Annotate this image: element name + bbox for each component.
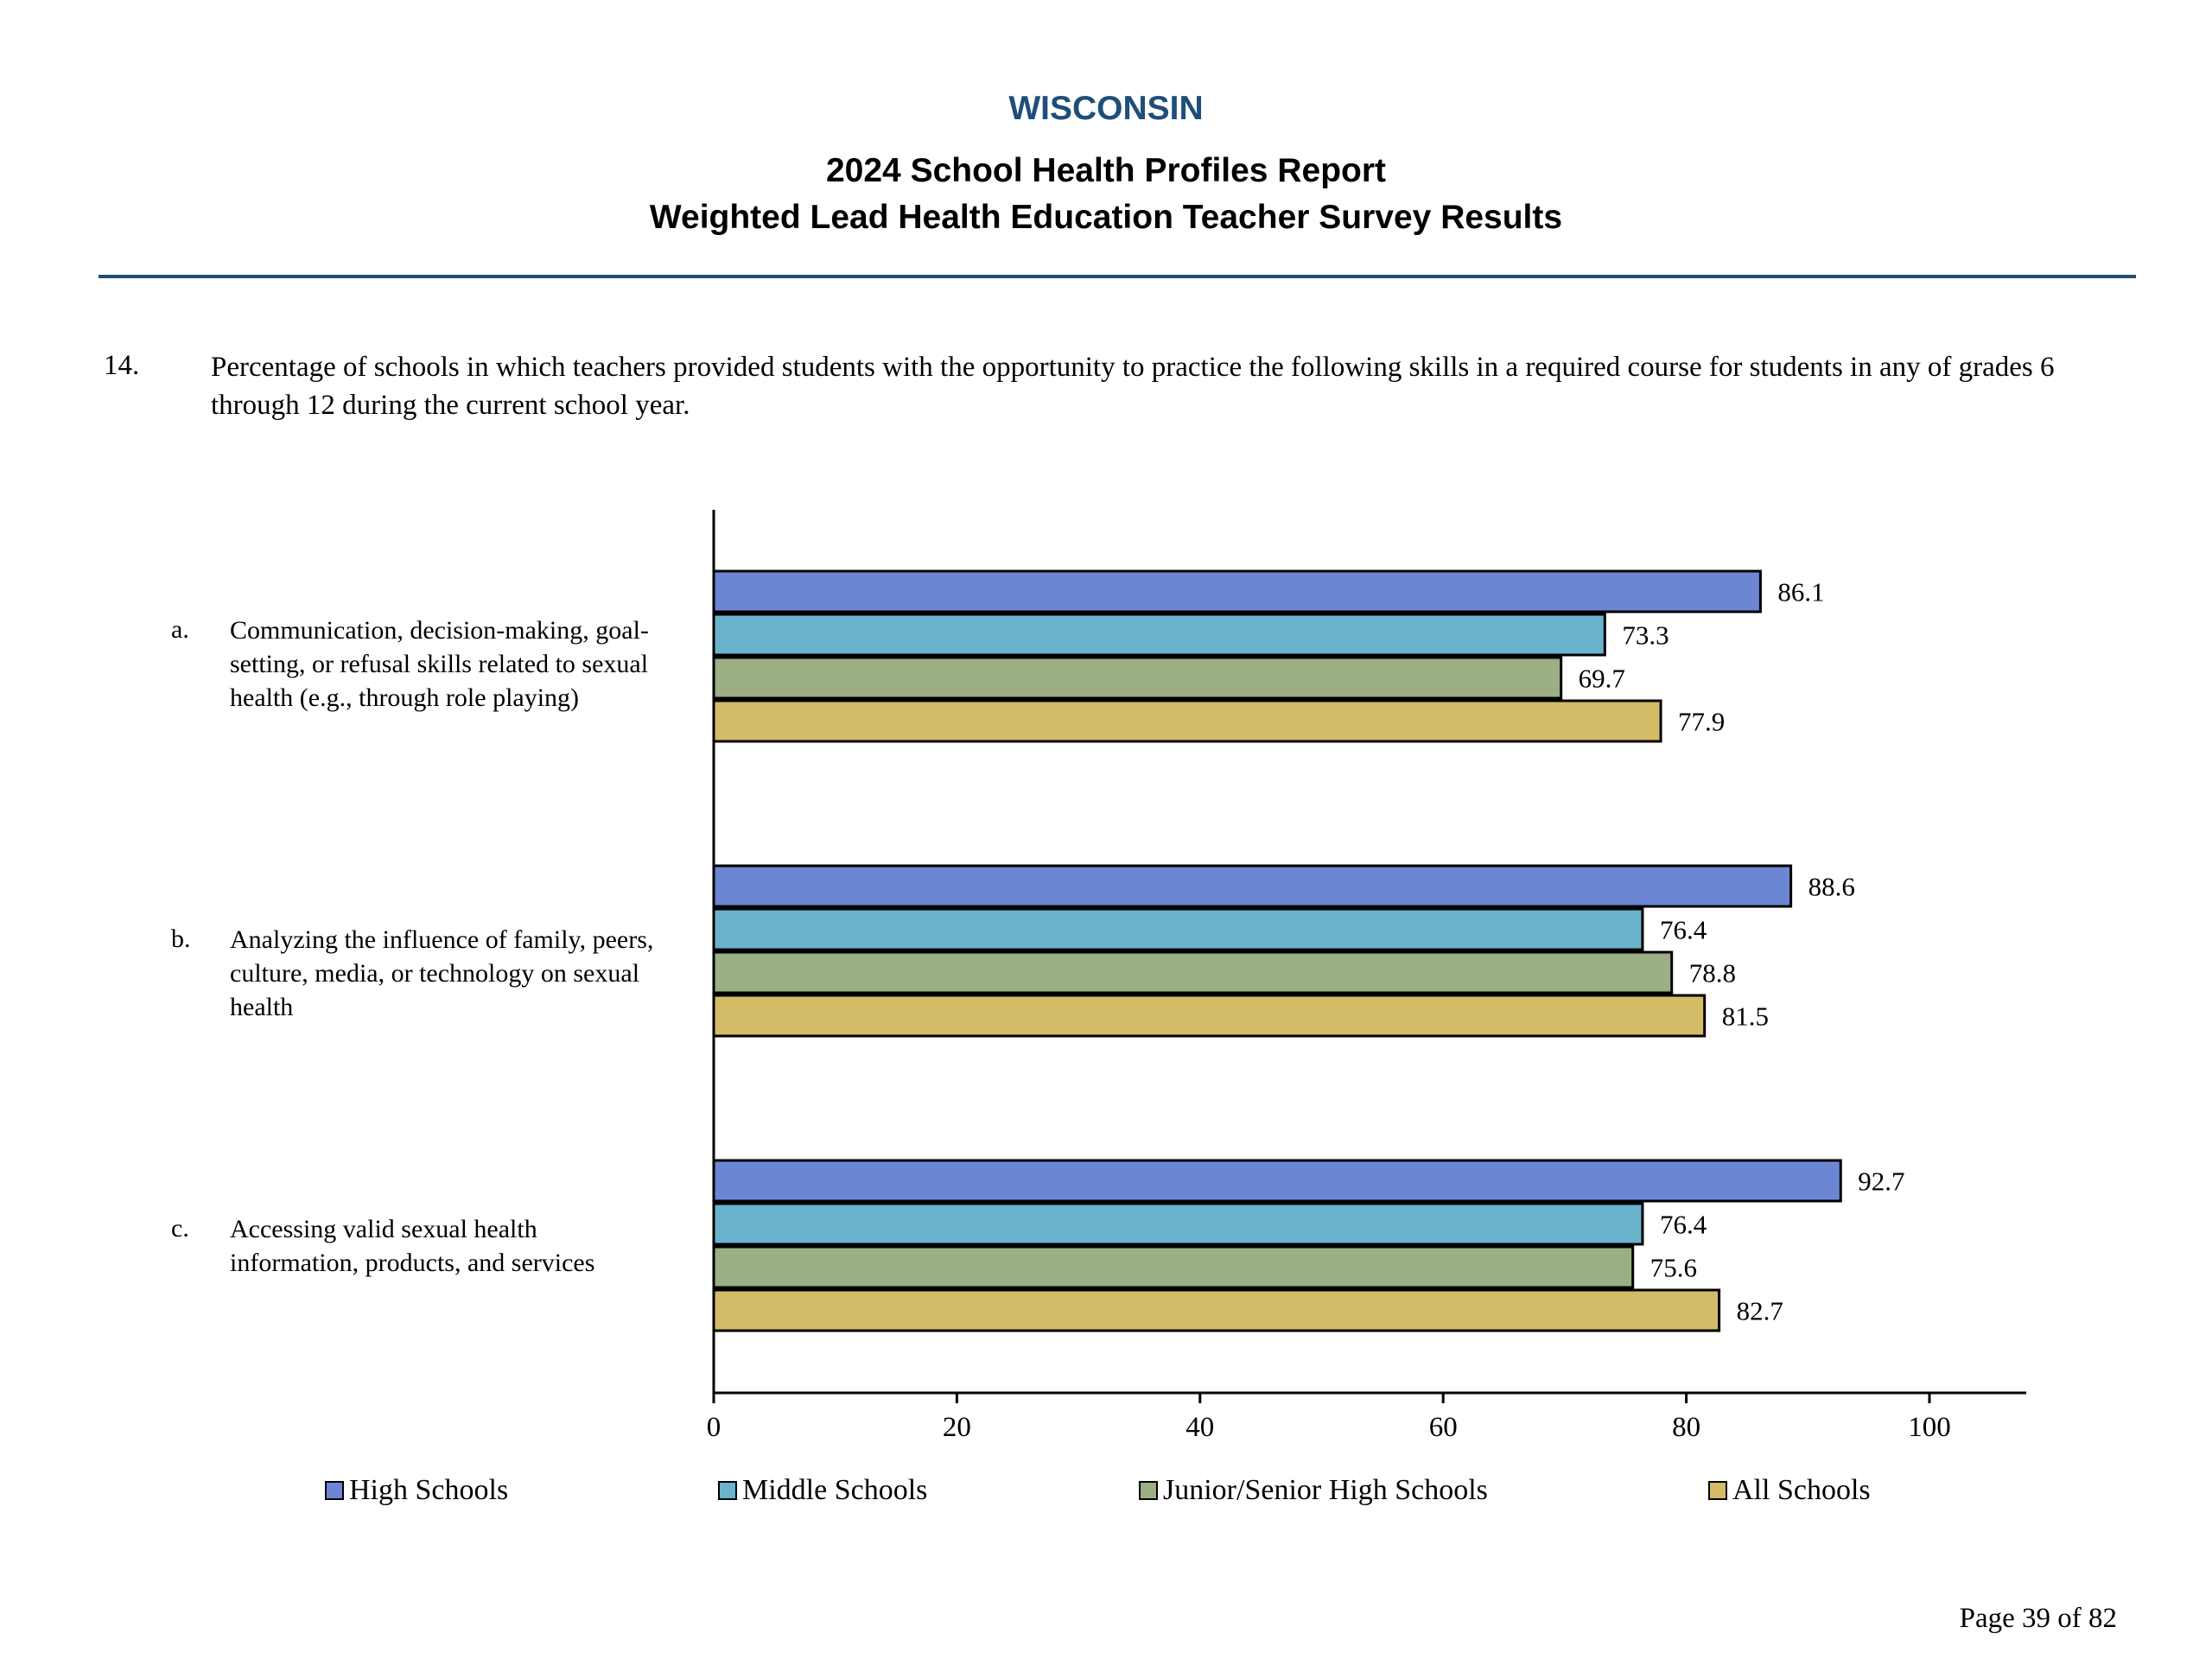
legend-swatch	[325, 1481, 344, 1500]
legend-label: Middle Schools	[742, 1474, 928, 1506]
legend-label: High Schools	[349, 1474, 509, 1506]
legend-swatch	[718, 1481, 737, 1500]
bar-b-3	[714, 995, 1705, 1036]
category-label-line: health (e.g., through role playing)	[230, 683, 580, 712]
bar-c-0	[714, 1160, 1840, 1201]
legend-all-schools	[1708, 1474, 1871, 1507]
legend-junior-senior	[1139, 1474, 1488, 1507]
x-tick-label: 80	[1672, 1412, 1701, 1443]
x-tick-label: 40	[1185, 1412, 1215, 1443]
question-number: 14.	[104, 350, 140, 381]
bar-c-3	[714, 1290, 1719, 1331]
bar-a-3	[714, 701, 1661, 741]
legend-swatch	[1139, 1481, 1158, 1500]
report-subtitle: Weighted Lead Health Education Teacher Survey Results	[649, 199, 1563, 236]
data-label: 86.1	[1777, 576, 1825, 607]
bar-a-2	[714, 658, 1561, 698]
state-name: WISCONSIN	[1008, 90, 1204, 127]
page-number: Page 39 of 82	[1959, 1603, 2117, 1634]
x-tick-label: 60	[1428, 1412, 1458, 1443]
data-label: 73.3	[1622, 620, 1669, 651]
bar-c-2	[714, 1247, 1633, 1287]
x-tick-label: 100	[1908, 1412, 1951, 1443]
data-label: 76.4	[1659, 914, 1707, 945]
legend-label: Junior/Senior High Schools	[1163, 1474, 1488, 1506]
data-label: 81.5	[1721, 1001, 1769, 1032]
legend-high-schools	[325, 1474, 508, 1507]
category-a-letter: a.	[171, 615, 189, 644]
legend-middle-schools	[718, 1474, 927, 1507]
category-label-line: information, products, and services	[230, 1249, 595, 1277]
data-label: 92.7	[1858, 1166, 1905, 1197]
bar-b-1	[714, 909, 1643, 950]
bar-a-1	[714, 614, 1605, 655]
category-label-line: setting, or refusal skills related to sexual	[230, 650, 649, 678]
category-label-line: Communication, decision-making, goal-	[230, 616, 649, 645]
bar-a-0	[714, 571, 1760, 612]
category-label-line: health	[230, 993, 294, 1021]
question-text: Percentage of schools in which teachers provided students with the opportunity to practice the following skills in a required course for students in any of grades 6 through 12 during the current school year.	[211, 352, 2055, 421]
category-label-line: Accessing valid sexual health	[230, 1215, 537, 1243]
data-label: 76.4	[1659, 1209, 1707, 1240]
report-title: 2024 School Health Profiles Report	[825, 152, 1386, 189]
category-c-letter: c.	[171, 1214, 189, 1243]
legend-label: All Schools	[1732, 1474, 1871, 1506]
data-label: 69.7	[1578, 663, 1625, 694]
data-label: 77.9	[1678, 706, 1726, 737]
legend-swatch	[1708, 1481, 1727, 1500]
category-b-letter: b.	[171, 925, 191, 953]
bar-b-2	[714, 952, 1672, 993]
data-label: 75.6	[1649, 1252, 1697, 1283]
x-tick-label: 0	[706, 1412, 721, 1443]
data-label: 78.8	[1688, 957, 1736, 988]
category-label-line: culture, media, or technology on sexual	[230, 959, 640, 988]
data-label: 82.7	[1736, 1295, 1783, 1326]
data-label: 88.6	[1808, 871, 1855, 902]
bar-c-1	[714, 1204, 1643, 1244]
bar-b-0	[714, 866, 1791, 906]
category-label-line: Analyzing the influence of family, peers,	[230, 925, 654, 954]
x-tick-label: 20	[942, 1412, 971, 1443]
